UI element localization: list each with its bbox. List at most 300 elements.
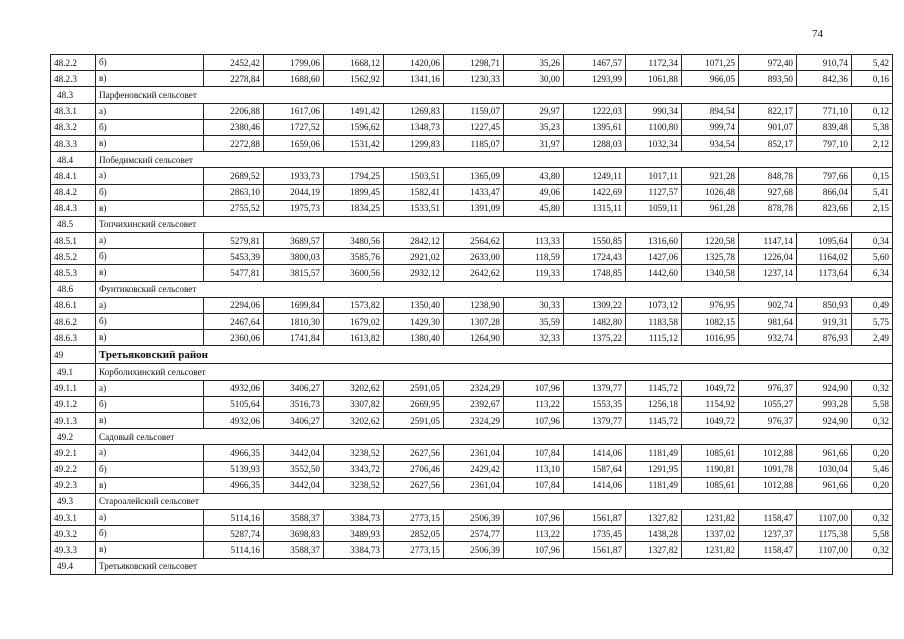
table-cell: 2044,19 — [264, 184, 324, 200]
row-variant: б) — [96, 314, 204, 330]
table-cell: 1429,30 — [384, 314, 444, 330]
table-cell: 3238,52 — [324, 477, 384, 493]
table-cell: 1442,60 — [626, 265, 682, 281]
table-cell: 2506,39 — [444, 542, 504, 558]
row-code: 48.6.1 — [51, 297, 96, 313]
row-code: 49.2 — [51, 429, 96, 445]
table-cell: 5,46 — [852, 461, 893, 477]
table-cell: 2506,39 — [444, 510, 504, 526]
table-cell: 2392,67 — [444, 396, 504, 412]
row-code: 48.3.1 — [51, 103, 96, 119]
table-cell: 1562,92 — [324, 71, 384, 87]
table-cell: 3480,56 — [324, 233, 384, 249]
table-cell: 3307,82 — [324, 396, 384, 412]
table-cell: 1337,02 — [682, 526, 739, 542]
table-cell: 1298,71 — [444, 55, 504, 71]
table-cell: 2272,88 — [204, 135, 264, 151]
table-cell: 2206,88 — [204, 103, 264, 119]
table-row — [51, 445, 893, 461]
table-cell: 902,74 — [739, 297, 797, 313]
table-cell: 1735,45 — [564, 526, 626, 542]
table-cell: 1299,83 — [384, 135, 444, 151]
table-cell: 1659,06 — [264, 135, 324, 151]
table-cell: 5,41 — [852, 184, 893, 200]
table-cell: 113,22 — [504, 396, 564, 412]
table-row — [51, 510, 893, 526]
table-cell: 1158,47 — [739, 510, 797, 526]
table-cell: 823,66 — [797, 200, 852, 216]
row-variant: б) — [96, 55, 204, 71]
row-code: 49.1.1 — [51, 380, 96, 396]
table-cell: 0,32 — [852, 380, 893, 396]
table-cell: 924,90 — [797, 380, 852, 396]
table-cell: 797,66 — [797, 168, 852, 184]
table-cell: 3202,62 — [324, 412, 384, 428]
table-cell: 976,37 — [739, 380, 797, 396]
table-cell: 1613,82 — [324, 330, 384, 346]
table-cell: 5,58 — [852, 396, 893, 412]
table-cell: 1341,16 — [384, 71, 444, 87]
table-cell: 2689,52 — [204, 168, 264, 184]
table-cell: 3516,73 — [264, 396, 324, 412]
table-cell: 3585,76 — [324, 249, 384, 265]
table-cell: 1315,11 — [564, 200, 626, 216]
table-cell: 2642,62 — [444, 265, 504, 281]
row-code: 49.2.2 — [51, 461, 96, 477]
table-cell: 1309,22 — [564, 297, 626, 313]
table-cell: 6,34 — [852, 265, 893, 281]
table-cell: 1325,78 — [682, 249, 739, 265]
table-cell: 1899,45 — [324, 184, 384, 200]
table-cell: 1061,88 — [626, 71, 682, 87]
table-cell: 5287,74 — [204, 526, 264, 542]
table-cell: 1414,06 — [564, 477, 626, 493]
table-cell: 850,93 — [797, 297, 852, 313]
table-cell: 3588,37 — [264, 510, 324, 526]
table-cell: 894,54 — [682, 103, 739, 119]
table-row — [51, 168, 893, 184]
table-cell: 5139,93 — [204, 461, 264, 477]
table-cell: 2,49 — [852, 330, 893, 346]
table-cell: 1491,42 — [324, 103, 384, 119]
table-cell: 1291,95 — [626, 461, 682, 477]
table-cell: 1095,64 — [797, 233, 852, 249]
table-cell: 3442,04 — [264, 445, 324, 461]
table-cell: 107,96 — [504, 380, 564, 396]
table-cell: 839,48 — [797, 119, 852, 135]
table-cell: 0,32 — [852, 510, 893, 526]
table-cell: 1049,72 — [682, 380, 739, 396]
table-cell: 1379,77 — [564, 412, 626, 428]
table-cell: 1467,57 — [564, 55, 626, 71]
row-code: 48.4.1 — [51, 168, 96, 184]
table-cell: 35,26 — [504, 55, 564, 71]
table-cell: 1582,41 — [384, 184, 444, 200]
table-cell: 1573,82 — [324, 297, 384, 313]
table-cell: 1222,03 — [564, 103, 626, 119]
table-cell: 1181,49 — [626, 477, 682, 493]
table-cell: 2380,46 — [204, 119, 264, 135]
section-name: Топчихинский сельсовет — [96, 216, 893, 232]
table-cell: 927,68 — [739, 184, 797, 200]
row-code: 48.2.2 — [51, 55, 96, 71]
table-cell: 901,07 — [739, 119, 797, 135]
table-cell: 1227,45 — [444, 119, 504, 135]
table-cell: 2467,64 — [204, 314, 264, 330]
table-cell: 932,74 — [739, 330, 797, 346]
district-name: Третьяковский район — [96, 346, 893, 364]
table-cell: 1269,83 — [384, 103, 444, 119]
table-cell: 961,66 — [797, 477, 852, 493]
table-cell: 1249,11 — [564, 168, 626, 184]
row-code: 49.3.2 — [51, 526, 96, 542]
table-cell: 1288,03 — [564, 135, 626, 151]
table-cell: 5,38 — [852, 119, 893, 135]
table-cell: 2591,05 — [384, 380, 444, 396]
table-cell: 29,97 — [504, 103, 564, 119]
table-cell: 2755,52 — [204, 200, 264, 216]
table-cell: 2361,04 — [444, 445, 504, 461]
table-cell: 31,97 — [504, 135, 564, 151]
table-cell: 771,10 — [797, 103, 852, 119]
table-cell: 797,10 — [797, 135, 852, 151]
district-row — [51, 346, 893, 364]
table-cell: 876,93 — [797, 330, 852, 346]
table-cell: 1231,82 — [682, 510, 739, 526]
table-cell: 1115,12 — [626, 330, 682, 346]
table-cell: 1724,43 — [564, 249, 626, 265]
table-cell: 1810,30 — [264, 314, 324, 330]
table-row — [51, 461, 893, 477]
table-cell: 1147,14 — [739, 233, 797, 249]
table-cell: 2627,56 — [384, 445, 444, 461]
table-cell: 848,78 — [739, 168, 797, 184]
table-row — [51, 71, 893, 87]
table-cell: 1427,06 — [626, 249, 682, 265]
table-cell: 1085,61 — [682, 477, 739, 493]
row-code: 49.1.2 — [51, 396, 96, 412]
table-cell: 0,15 — [852, 168, 893, 184]
table-cell: 2706,46 — [384, 461, 444, 477]
row-variant: в) — [96, 200, 204, 216]
table-cell: 1173,64 — [797, 265, 852, 281]
table-cell: 1158,47 — [739, 542, 797, 558]
table-cell: 3552,50 — [264, 461, 324, 477]
table-cell: 2452,42 — [204, 55, 264, 71]
table-cell: 2842,12 — [384, 233, 444, 249]
table-cell: 0,32 — [852, 542, 893, 558]
row-code: 48.2.3 — [51, 71, 96, 87]
table-cell: 118,59 — [504, 249, 564, 265]
row-code: 49 — [51, 346, 96, 364]
table-cell: 924,90 — [797, 412, 852, 428]
table-row — [51, 412, 893, 428]
table-row — [51, 249, 893, 265]
row-variant: в) — [96, 265, 204, 281]
table-cell: 976,37 — [739, 412, 797, 428]
row-variant: а) — [96, 380, 204, 396]
table-cell: 0,32 — [852, 412, 893, 428]
table-cell: 2361,04 — [444, 477, 504, 493]
table-cell: 1327,82 — [626, 510, 682, 526]
table-row — [51, 119, 893, 135]
table-cell: 0,34 — [852, 233, 893, 249]
table-cell: 2627,56 — [384, 477, 444, 493]
row-code: 49.4 — [51, 558, 96, 574]
row-variant: в) — [96, 330, 204, 346]
table-cell: 934,54 — [682, 135, 739, 151]
section-row — [51, 216, 893, 232]
table-cell: 4932,06 — [204, 380, 264, 396]
row-code: 48.3.2 — [51, 119, 96, 135]
table-cell: 0,20 — [852, 445, 893, 461]
row-code: 49.3.3 — [51, 542, 96, 558]
table-cell: 2429,42 — [444, 461, 504, 477]
table-cell: 5,75 — [852, 314, 893, 330]
row-variant: в) — [96, 412, 204, 428]
table-cell: 1175,38 — [797, 526, 852, 542]
table-cell: 1264,90 — [444, 330, 504, 346]
table-cell: 866,04 — [797, 184, 852, 200]
table-cell: 1012,88 — [739, 477, 797, 493]
table-cell: 1596,62 — [324, 119, 384, 135]
table-row — [51, 297, 893, 313]
table-cell: 113,33 — [504, 233, 564, 249]
table-cell: 5,42 — [852, 55, 893, 71]
table-cell: 1550,85 — [564, 233, 626, 249]
table-cell: 5453,39 — [204, 249, 264, 265]
table-cell: 878,78 — [739, 200, 797, 216]
table-cell: 1055,27 — [739, 396, 797, 412]
table-cell: 893,50 — [739, 71, 797, 87]
section-name: Староалейский сельсовет — [96, 493, 893, 509]
table-cell: 1503,51 — [384, 168, 444, 184]
table-cell: 5114,16 — [204, 542, 264, 558]
table-row — [51, 396, 893, 412]
table-cell: 119,33 — [504, 265, 564, 281]
table-cell: 1316,60 — [626, 233, 682, 249]
table-cell: 2669,95 — [384, 396, 444, 412]
row-code: 48.5 — [51, 216, 96, 232]
table-cell: 1348,73 — [384, 119, 444, 135]
table-cell: 1237,14 — [739, 265, 797, 281]
table-cell: 1668,12 — [324, 55, 384, 71]
table-cell: 1230,33 — [444, 71, 504, 87]
table-cell: 1231,82 — [682, 542, 739, 558]
table-cell: 3442,04 — [264, 477, 324, 493]
table-row — [51, 233, 893, 249]
table-row — [51, 526, 893, 542]
section-row — [51, 558, 893, 574]
table-cell: 30,00 — [504, 71, 564, 87]
table-cell: 1154,92 — [682, 396, 739, 412]
table-cell: 32,33 — [504, 330, 564, 346]
table-cell: 1026,48 — [682, 184, 739, 200]
table-cell: 5,58 — [852, 526, 893, 542]
row-variant: в) — [96, 542, 204, 558]
row-code: 49.2.3 — [51, 477, 96, 493]
table-cell: 2921,02 — [384, 249, 444, 265]
table-cell: 1727,52 — [264, 119, 324, 135]
table-cell: 0,16 — [852, 71, 893, 87]
table-cell: 981,64 — [739, 314, 797, 330]
row-variant: в) — [96, 135, 204, 151]
table-cell: 1145,72 — [626, 412, 682, 428]
table-cell: 1933,73 — [264, 168, 324, 184]
table-cell: 1145,72 — [626, 380, 682, 396]
row-variant: а) — [96, 103, 204, 119]
table-cell: 30,33 — [504, 297, 564, 313]
table-cell: 1699,84 — [264, 297, 324, 313]
row-variant: б) — [96, 184, 204, 200]
table-cell: 1127,57 — [626, 184, 682, 200]
section-name: Победимский сельсовет — [96, 152, 893, 168]
table-cell: 2324,29 — [444, 412, 504, 428]
page-number: 74 — [812, 28, 823, 40]
row-code: 48.4 — [51, 152, 96, 168]
row-code: 48.6.2 — [51, 314, 96, 330]
table-cell: 1391,09 — [444, 200, 504, 216]
table-row — [51, 184, 893, 200]
table-cell: 1220,58 — [682, 233, 739, 249]
table-cell: 2932,12 — [384, 265, 444, 281]
table-cell: 2852,05 — [384, 526, 444, 542]
section-name: Парфеновский сельсовет — [96, 87, 893, 103]
row-variant: б) — [96, 249, 204, 265]
table-cell: 45,80 — [504, 200, 564, 216]
row-code: 49.3 — [51, 493, 96, 509]
table-cell: 3406,27 — [264, 380, 324, 396]
row-variant: б) — [96, 461, 204, 477]
row-code: 48.5.3 — [51, 265, 96, 281]
table-cell: 1975,73 — [264, 200, 324, 216]
table-cell: 2773,15 — [384, 542, 444, 558]
table-cell: 2574,77 — [444, 526, 504, 542]
section-row — [51, 152, 893, 168]
table-cell: 993,28 — [797, 396, 852, 412]
table-row — [51, 103, 893, 119]
table-cell: 2294,06 — [204, 297, 264, 313]
table-cell: 113,10 — [504, 461, 564, 477]
table-cell: 107,84 — [504, 445, 564, 461]
table-cell: 1533,51 — [384, 200, 444, 216]
table-cell: 1561,87 — [564, 542, 626, 558]
table-cell: 1082,15 — [682, 314, 739, 330]
table-row — [51, 330, 893, 346]
row-variant: б) — [96, 119, 204, 135]
table-cell: 0,12 — [852, 103, 893, 119]
table-cell: 2564,62 — [444, 233, 504, 249]
table-cell: 1375,22 — [564, 330, 626, 346]
table-cell: 107,84 — [504, 477, 564, 493]
table-cell: 921,28 — [682, 168, 739, 184]
row-code: 48.3.3 — [51, 135, 96, 151]
row-code: 49.1.3 — [51, 412, 96, 428]
table-cell: 976,95 — [682, 297, 739, 313]
table-cell: 107,96 — [504, 412, 564, 428]
table-row — [51, 380, 893, 396]
row-code: 48.4.3 — [51, 200, 96, 216]
table-cell: 822,17 — [739, 103, 797, 119]
table-cell: 966,05 — [682, 71, 739, 87]
section-row — [51, 493, 893, 509]
row-code: 48.6.3 — [51, 330, 96, 346]
table-cell: 1748,85 — [564, 265, 626, 281]
table-cell: 972,40 — [739, 55, 797, 71]
table-row — [51, 477, 893, 493]
table-cell: 4932,06 — [204, 412, 264, 428]
table-cell: 43,80 — [504, 168, 564, 184]
row-code: 48.3 — [51, 87, 96, 103]
table-cell: 1107,00 — [797, 542, 852, 558]
table-cell: 1327,82 — [626, 542, 682, 558]
table-row — [51, 135, 893, 151]
table-cell: 1741,84 — [264, 330, 324, 346]
table-cell: 1379,77 — [564, 380, 626, 396]
table-cell: 0,49 — [852, 297, 893, 313]
table-cell: 1365,09 — [444, 168, 504, 184]
table-cell: 919,31 — [797, 314, 852, 330]
section-name: Садовый сельсовет — [96, 429, 893, 445]
table-cell: 1107,00 — [797, 510, 852, 526]
table-cell: 2360,06 — [204, 330, 264, 346]
table-cell: 3384,73 — [324, 542, 384, 558]
section-name: Третьяковский сельсовет — [96, 558, 893, 574]
row-code: 48.6 — [51, 281, 96, 297]
table-cell: 113,22 — [504, 526, 564, 542]
row-variant: а) — [96, 445, 204, 461]
table-cell: 5477,81 — [204, 265, 264, 281]
section-row — [51, 429, 893, 445]
table-cell: 1059,11 — [626, 200, 682, 216]
row-variant: в) — [96, 71, 204, 87]
table-cell: 1553,35 — [564, 396, 626, 412]
table-cell: 4966,35 — [204, 445, 264, 461]
table-cell: 1433,47 — [444, 184, 504, 200]
section-name: Корболихинский сельсовет — [96, 364, 893, 380]
row-variant: а) — [96, 233, 204, 249]
row-variant: в) — [96, 477, 204, 493]
table-cell: 1617,06 — [264, 103, 324, 119]
table-cell: 852,17 — [739, 135, 797, 151]
table-row — [51, 200, 893, 216]
table-cell: 2278,84 — [204, 71, 264, 87]
table-cell: 4966,35 — [204, 477, 264, 493]
table-cell: 1100,80 — [626, 119, 682, 135]
table-cell: 961,28 — [682, 200, 739, 216]
table-cell: 3600,56 — [324, 265, 384, 281]
table-cell: 2,15 — [852, 200, 893, 216]
table-cell: 5105,64 — [204, 396, 264, 412]
row-code: 48.5.1 — [51, 233, 96, 249]
row-variant: а) — [96, 168, 204, 184]
table-cell: 3698,83 — [264, 526, 324, 542]
row-variant: б) — [96, 526, 204, 542]
table-cell: 49,06 — [504, 184, 564, 200]
table-cell: 1226,04 — [739, 249, 797, 265]
table-cell: 1380,40 — [384, 330, 444, 346]
row-code: 49.3.1 — [51, 510, 96, 526]
section-row — [51, 281, 893, 297]
table-cell: 999,74 — [682, 119, 739, 135]
table-cell: 2324,29 — [444, 380, 504, 396]
table-cell: 1164,02 — [797, 249, 852, 265]
section-row — [51, 364, 893, 380]
table-cell: 842,36 — [797, 71, 852, 87]
table-cell: 1032,34 — [626, 135, 682, 151]
table-cell: 3588,37 — [264, 542, 324, 558]
table-cell: 1422,69 — [564, 184, 626, 200]
